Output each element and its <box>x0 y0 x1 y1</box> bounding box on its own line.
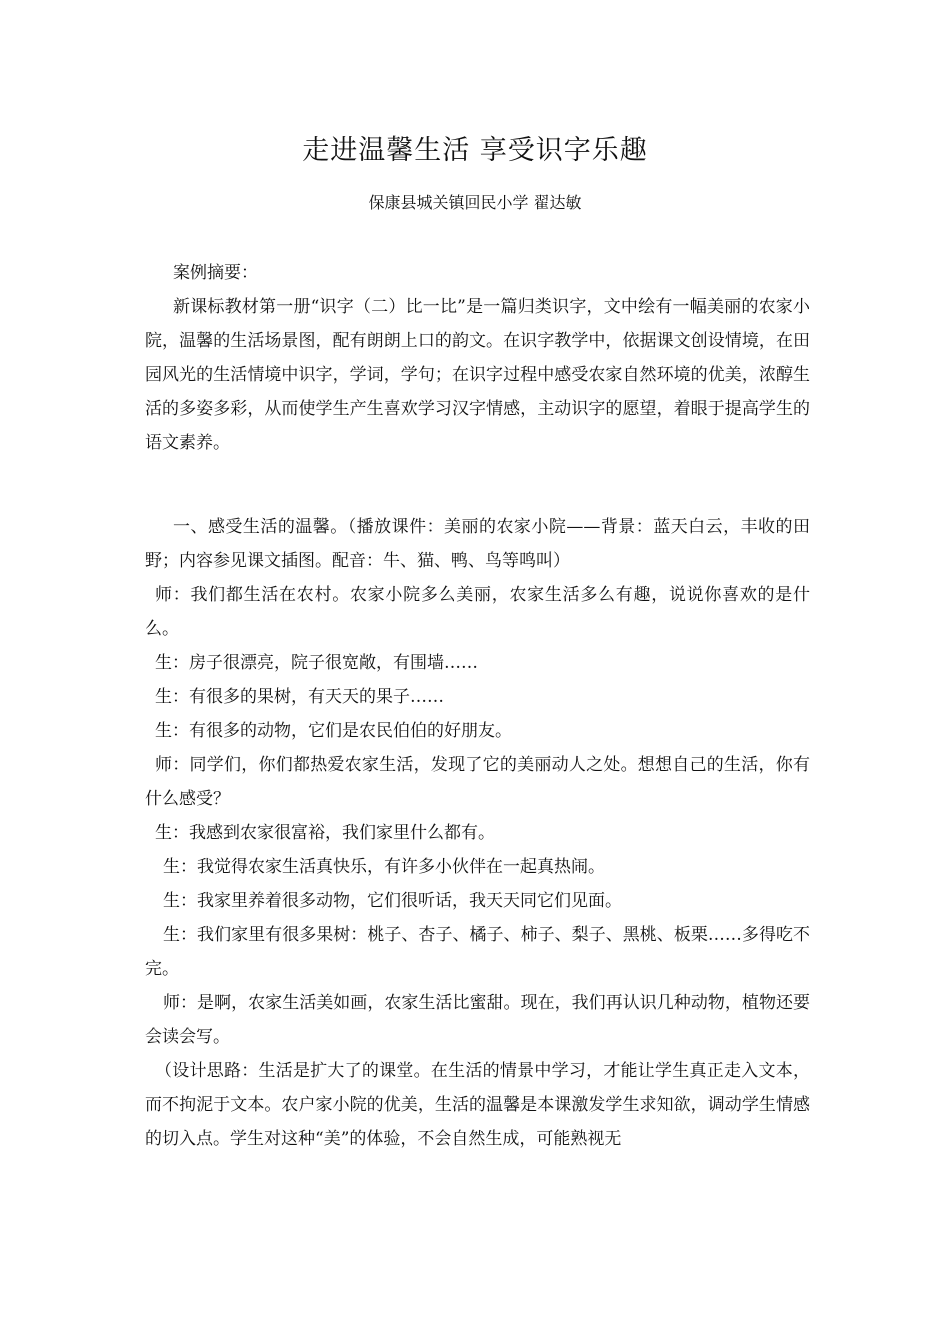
abstract-paragraph: 新课标教材第一册“识字（二）比一比”是一篇归类识字，文中绘有一幅美丽的农家小院，温馨的生活场景图，配有朗朗上口的韵文。在识字教学中，依据课文创设情境，在田园风光的生活情境中识字，学词，学句；在识字过程中感受农家自然环境的优美，浓醇生活的多姿多彩，从而使学生产生喜欢学习汉字情感，主动识字的愿望，着眼于提高学生的语文素养。 <box>145 297 810 453</box>
design-notes: （设计思路：生活是扩大了的课堂。在生活的情景中学习，才能让学生真正走入文本，而不拘泥于文本。农户家小院的优美，生活的温馨是本课激发学生求知欲，调动学生情感的切入点。学生对这种“美”的体验，不会自然生成，可能熟视无 <box>145 1061 810 1149</box>
dialogue-line: 生：有很多的果树，有天天的果子…… <box>155 687 444 707</box>
abstract-label: 案例摘要： <box>173 263 258 283</box>
section-heading: 一、感受生活的温馨。（播放课件：美丽的农家小院——背景：蓝天白云，丰收的田野；内容参见课文插图。配音：牛、猫、鸭、鸟等鸣叫） <box>145 517 810 571</box>
dialogue-line: 师：是啊，农家生活美如画，农家生活比蜜甜。现在，我们再认识几种动物，植物还要会读会写。 <box>145 993 810 1047</box>
dialogue-line: 生：我感到农家很富裕，我们家里什么都有。 <box>155 823 495 843</box>
dialogue-line: 生：我家里养着很多动物，它们很听话，我天天同它们见面。 <box>163 891 622 911</box>
dialogue-line: 师：我们都生活在农村。农家小院多么美丽，农家生活多么有趣，说说你喜欢的是什么。 <box>145 585 810 639</box>
dialogue-line: 生：有很多的动物，它们是农民伯伯的好朋友。 <box>155 721 512 741</box>
dialogue-line: 生：房子很漂亮，院子很宽敞，有围墙…… <box>155 653 478 673</box>
abstract-section <box>145 256 810 460</box>
dialogue-line: 生：我觉得农家生活真快乐，有许多小伙伴在一起真热闹。 <box>163 857 605 877</box>
lesson-section <box>145 510 810 1156</box>
dialogue-line: 生：我们家里有很多果树：桃子、杏子、橘子、柿子、梨子、黑桃、板栗……多得吃不完。 <box>145 925 810 979</box>
document-title: 走进温馨生活 享受识字乐趣 <box>302 135 648 166</box>
dialogue-line: 师：同学们，你们都热爱农家生活，发现了它的美丽动人之处。想想自己的生活，你有什么感受？ <box>145 755 810 809</box>
document-author: 保康县城关镇回民小学 翟达敏 <box>368 193 582 212</box>
